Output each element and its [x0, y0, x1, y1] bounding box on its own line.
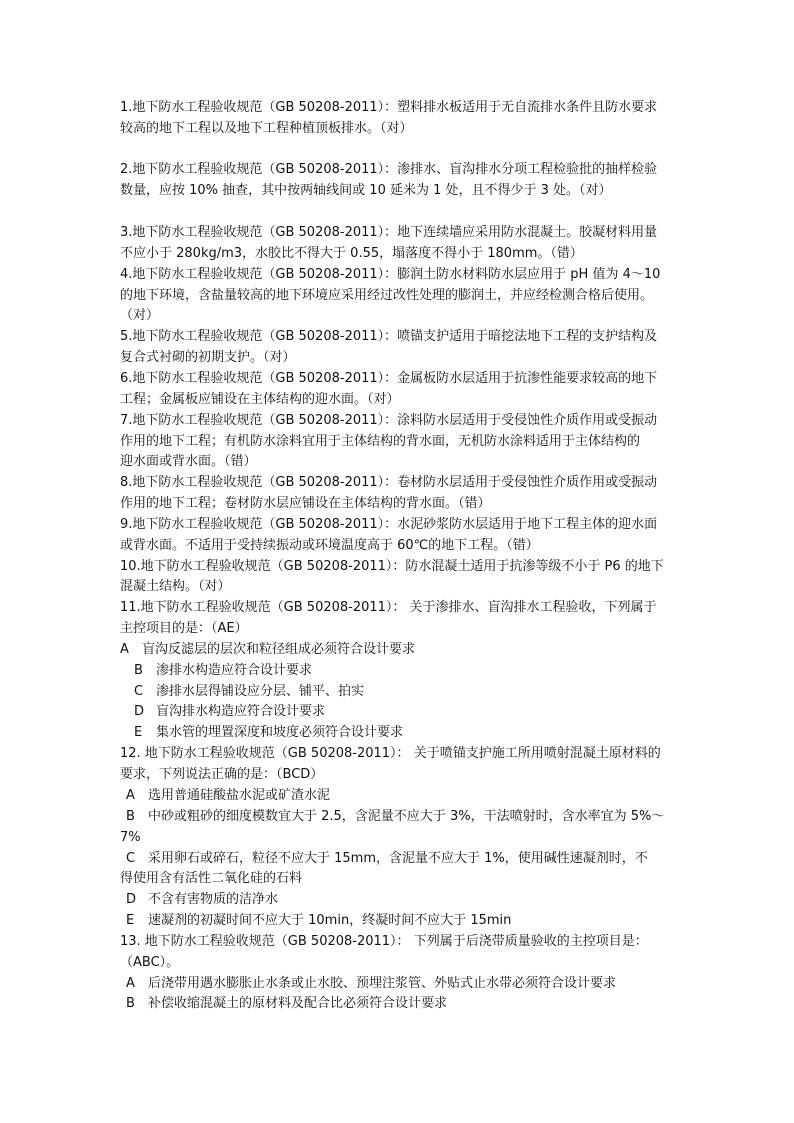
q13-option-b [126, 993, 447, 1014]
option-letter: A [120, 642, 129, 657]
option-text: 不含有害物质的洁净水 [148, 892, 279, 907]
option-text: 渗排水层得铺设应分层、铺平、拍实 [156, 684, 365, 699]
q11-option-a [120, 639, 415, 660]
question-13-line-1: 13. 地下防水工程验收规范（GB 50208-2011）： 下列属于后浇带质量验收的主控项目是： [120, 934, 648, 949]
question-9-line-1: 9.地下防水工程验收规范（GB 50208-2011）：水泥砂浆防水层适用于地下工程主体的迎水面 [120, 517, 658, 532]
option-letter: C [126, 851, 136, 866]
option-letter: D [134, 704, 145, 719]
question-5-line-1: 5.地下防水工程验收规范（GB 50208-2011）：喷锚支护适用于暗挖法地下工程的支护结构及 [120, 329, 658, 344]
option-text: 后浇带用遇水膨胀止水条或止水胶、预埋注浆管、外贴式止水带必须符合设计要求 [148, 976, 617, 991]
option-letter: D [126, 892, 137, 907]
question-10-line-1: 10.地下防水工程验收规范（GB 50208-2011）：防水混凝土适用于抗渗等级不小于 P6 的地下 [120, 559, 664, 574]
option-text: 盲沟反滤层的层次和粒径组成必须符合设计要求 [142, 642, 416, 657]
question-4-line-2: 的地下环境，含盐量较高的地下环境应采用经过改性处理的膨润土，并应经检测合格后使用。 [120, 288, 654, 303]
q11-option-e [134, 722, 403, 743]
q12-option-c-cont: 得使用含有活性二氧化硅的石料 [120, 871, 303, 886]
q13-option-a [126, 973, 616, 994]
option-text: 盲沟排水构造应符合设计要求 [156, 704, 326, 719]
option-text: 补偿收缩混凝土的原材料及配合比必须符合设计要求 [148, 996, 448, 1011]
question-12-line-2: 要求，下列说法正确的是：（BCD） [120, 767, 324, 782]
question-6-line-1: 6.地下防水工程验收规范（GB 50208-2011）：金属板防水层适用于抗渗性能要求较高的地下 [120, 371, 658, 386]
option-letter: A [126, 976, 135, 991]
option-text: 采用卵石或碎石，粒径不应大于 15mm，含泥量不应大于 1%，使用碱性速凝剂时，不 [148, 851, 648, 866]
question-2-line-1: 2.地下防水工程验收规范（GB 50208-2011）：渗排水、盲沟排水分项工程检验批的抽样检验 [120, 162, 658, 177]
question-1-line-2: 较高的地下工程以及地下工程种植顶板排水。（对） [120, 121, 413, 136]
option-letter: E [126, 913, 135, 928]
question-8-line-1: 8.地下防水工程验收规范（GB 50208-2011）：卷材防水层适用于受侵蚀性介质作用或受振动 [120, 475, 658, 490]
option-letter: B [126, 996, 135, 1011]
option-text: 速凝剂的初凝时间不应大于 10min，终凝时间不应大于 15min [148, 913, 512, 928]
question-13-line-2: （ABC）。 [120, 955, 180, 970]
option-text: 选用普通硅酸盐水泥或矿渣水泥 [148, 788, 331, 803]
option-letter: A [126, 788, 135, 803]
question-11-line-1: 11.地下防水工程验收规范（GB 50208-2011）： 关于渗排水、盲沟排水工程验收，下列属于 [120, 600, 657, 615]
question-3-line-1: 3.地下防水工程验收规范（GB 50208-2011）：地下连续墙应采用防水混凝土。胶凝材料用量 [120, 225, 658, 240]
question-7-line-1: 7.地下防水工程验收规范（GB 50208-2011）：涂料防水层适用于受侵蚀性介质作用或受振动 [120, 413, 658, 428]
question-7-line-3: 迎水面或背水面。（错） [120, 454, 257, 469]
q12-option-b-cont: 7% [120, 830, 141, 845]
option-text: 集水管的埋置深度和坡度必须符合设计要求 [156, 725, 404, 740]
question-12-line-1: 12. 地下防水工程验收规范（GB 50208-2011）： 关于喷锚支护施工所用喷射混凝土原材料的 [120, 746, 661, 761]
question-5-line-2: 复合式衬砌的初期支护。（对） [120, 350, 296, 365]
option-text: 中砂或粗砂的细度模数宜大于 2.5，含泥量不应大于 3%，干法喷射时，含水率宜为 5%～ [148, 809, 665, 824]
question-1-line-1: 1.地下防水工程验收规范（GB 50208-2011）：塑料排水板适用于无自流排水条件且防水要求 [120, 100, 658, 115]
option-letter: C [134, 684, 144, 699]
q11-option-b [134, 660, 312, 681]
q12-option-c [126, 848, 648, 869]
option-letter: B [134, 663, 143, 678]
q12-option-a [126, 785, 330, 806]
question-10-line-2: 混凝土结构。（对） [120, 579, 231, 594]
question-2-line-2: 数量，应按 10% 抽查，其中按两轴线间或 10 延米为 1 处，且不得少于 3 处。（对） [120, 183, 612, 198]
option-letter: B [126, 809, 135, 824]
question-4-line-3: （对） [120, 308, 160, 323]
question-8-line-2: 作用的地下工程；卷材防水层应铺设在主体结构的背水面。（错） [120, 496, 491, 511]
q12-option-d [126, 889, 278, 910]
q12-option-e [126, 910, 511, 931]
question-3-line-2: 不应小于 280kg/m3，水胶比不得大于 0.55，塌落度不得小于 180mm。（错） [120, 246, 583, 261]
q11-option-d [134, 701, 325, 722]
option-text: 渗排水构造应符合设计要求 [156, 663, 313, 678]
q12-option-b [126, 806, 664, 827]
option-letter: E [134, 725, 143, 740]
question-11-line-2: 主控项目的是：（AE） [120, 621, 248, 636]
q11-option-c [134, 681, 364, 702]
question-6-line-2: 工程；金属板应铺设在主体结构的迎水面。（对） [120, 392, 400, 407]
question-4-line-1: 4.地下防水工程验收规范（GB 50208-2011）：膨润土防水材料防水层应用于 pH 值为 4～10 [120, 267, 661, 282]
question-7-line-2: 作用的地下工程；有机防水涂料宜用于主体结构的背水面，无机防水涂料适用于主体结构的 [120, 434, 641, 449]
question-9-line-2: 或背水面。不适用于受持续振动或环境温度高于 60℃的地下工程。（错） [120, 538, 539, 553]
